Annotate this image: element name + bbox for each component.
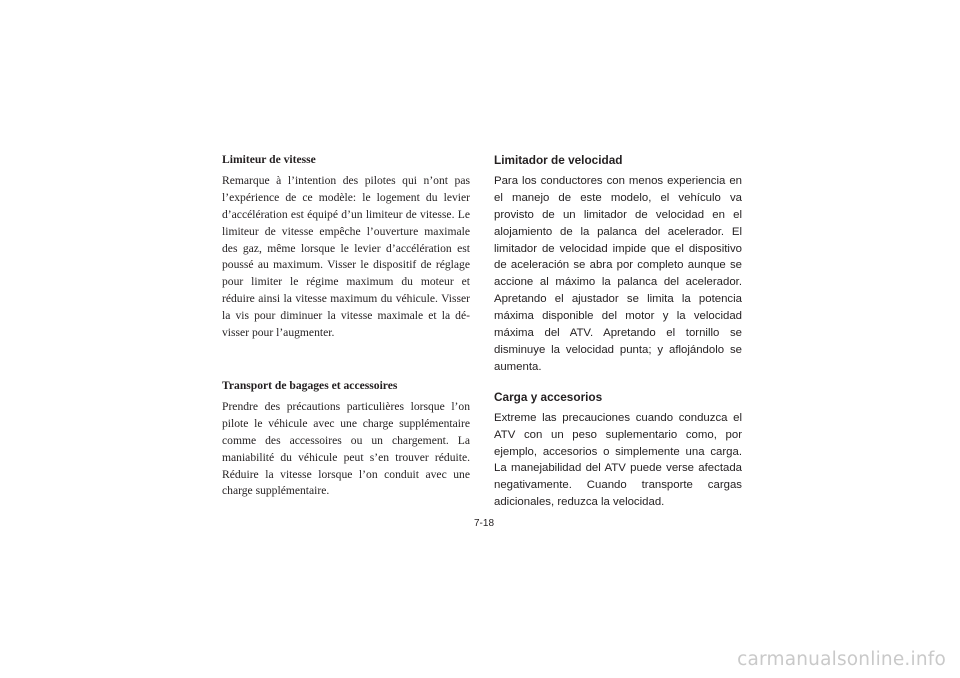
paragraph-cargo-accessories-fr: Prendre des précautions particulières lorsque l’on pilote le véhicule avec une charge supplémentaire comme des accessoires ou un chargement. La maniabilité du véhicule peut s’en trouver réduite. Réduire la vitesse lorsque l’on conduit avec une charge supplémentaire. [222,399,470,498]
section-speed-limiter-fr [222,152,470,342]
heading-speed-limiter-fr: Limiteur de vitesse [222,153,316,166]
paragraph-speed-limiter-fr: Remarque à l’intention des pilotes qui n’ont pas l’expérience de ce modèle: le logement du levier d’accélération est équipé d’un limiteur de vitesse. Le limiteur de vitesse empêche l’ouverture maximale des gaz, même lorsque le levier d’accélération est poussé au maximum. Visser le dispositif de réglage pour limiter le régime maximum du moteur et réduire ainsi la vitesse maximum du véhicule. Visser la vis pour diminuer la vitesse maximale et la dévisser pour l’augmenter. [222,173,470,340]
heading-cargo-accessories-es: Carga y accesorios [494,389,603,404]
section-speed-limiter-es [494,152,742,376]
section-cargo-accessories-es [494,389,742,511]
spanish-column [494,152,742,511]
paragraph-speed-limiter-es: Para los conductores con menos experiencia en el manejo de este modelo, el vehículo va provisto de un limitador de velocidad en el alojamiento de la palanca del acelerador. El limitador de velocidad impide que el dispositivo de aceleración se abra por completo aunque se accione al máximo la palanca del acelerador. Apretando el ajustador se limita la potencia máxima disponible del motor y la velocidad máxima del ATV. Apretando el tornillo se disminuye la velocidad punta; y aflojándolo se aumenta. [494,174,742,373]
section-cargo-accessories-fr [222,378,470,500]
heading-speed-limiter-es: Limitador de velocidad [494,153,623,167]
watermark-text: carmanualsonline.info [737,649,946,670]
paragraph-cargo-accessories-es: Extreme las precauciones cuando conduzca el ATV con un peso suplementario como, por ejemplo, accesorios o simplemente una carga. La manejabilidad del ATV puede verse afectada negativamente. Cuando transporte cargas adicionales, reduzca la velocidad. [494,411,742,509]
page-number: 7-18 [473,518,494,529]
heading-cargo-accessories-fr: Transport de bagages et accessoires [222,378,398,392]
french-column [222,152,470,500]
